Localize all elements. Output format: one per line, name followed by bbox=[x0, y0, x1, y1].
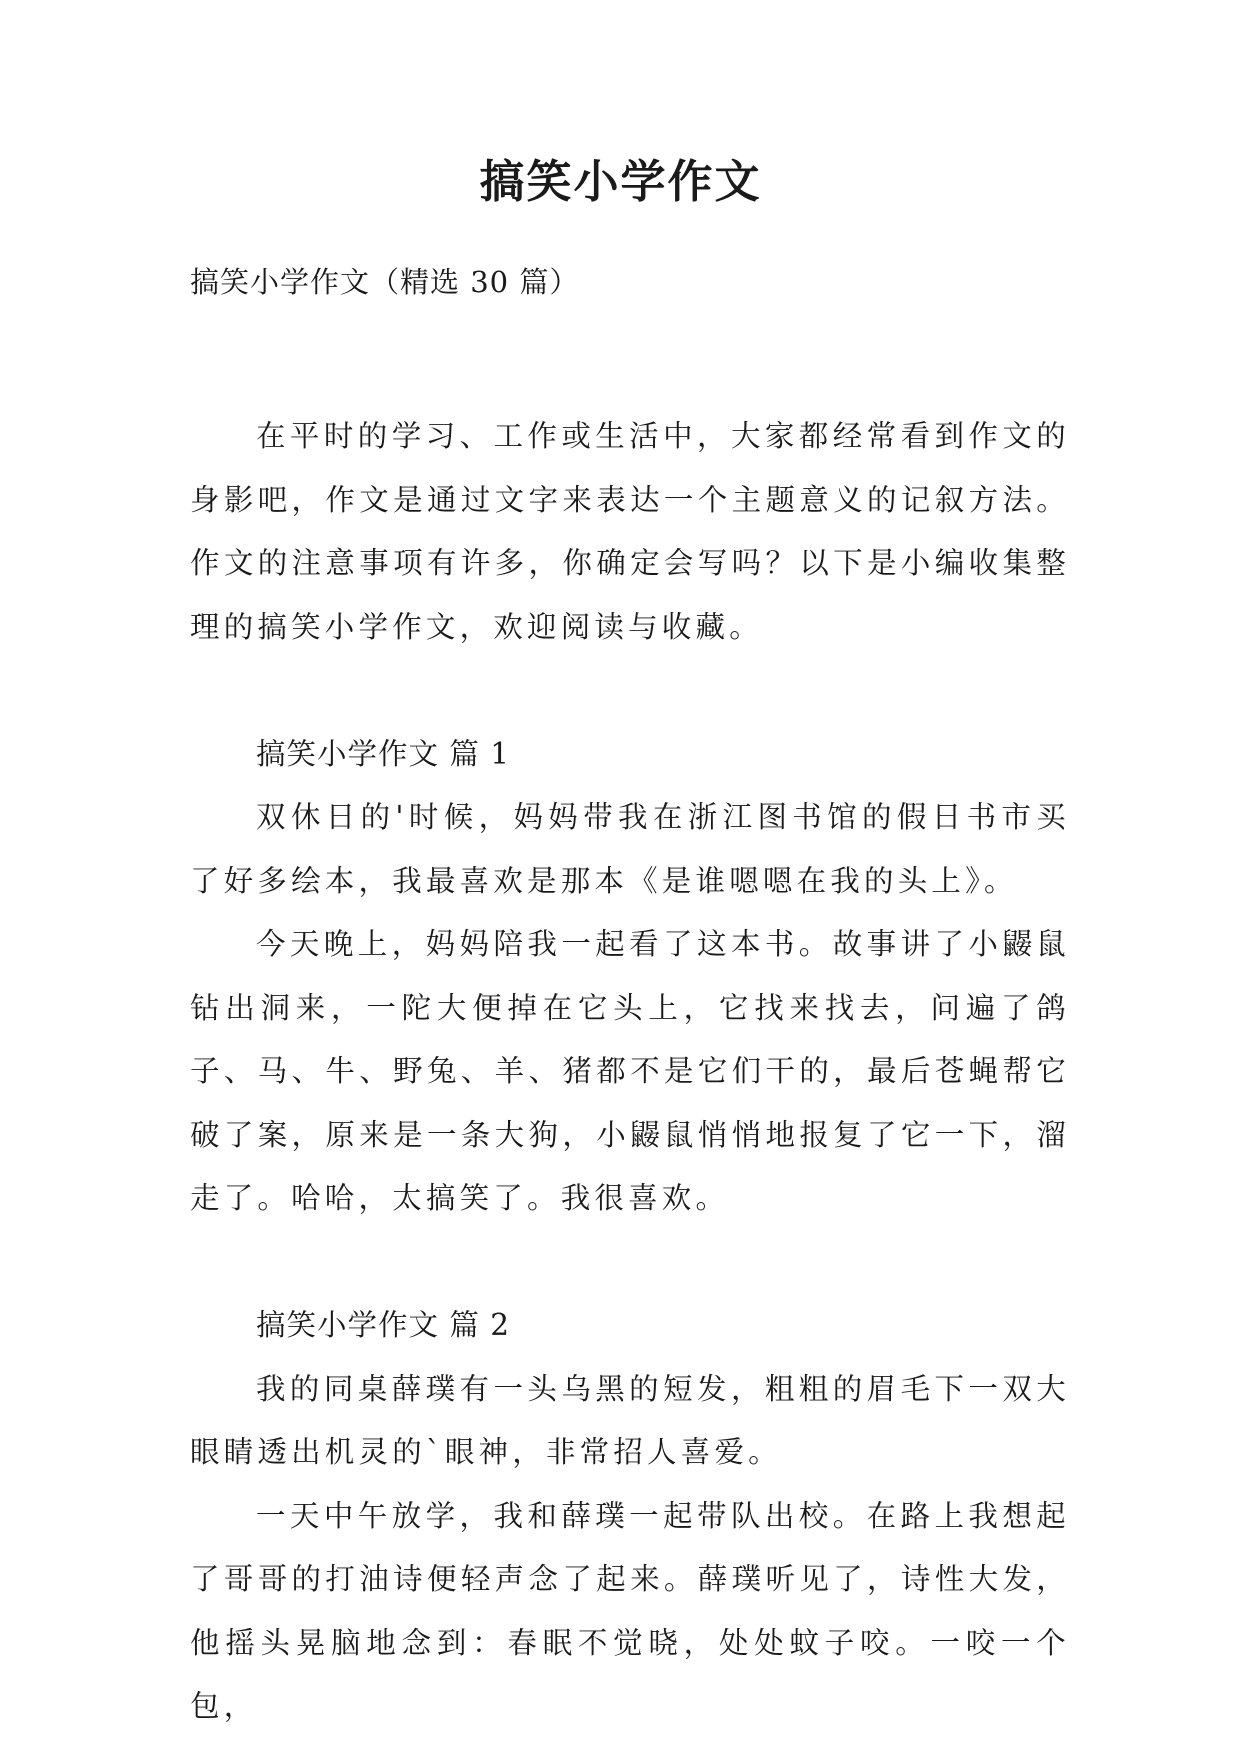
section-paragraph: 我的同桌薛璞有一头乌黑的短发，粗粗的眉毛下一双大眼睛透出机灵的`眼神，非常招人喜爱。 bbox=[190, 1371, 1070, 1469]
section-heading: 搞笑小学作文 篇 1 bbox=[256, 736, 511, 771]
spacer bbox=[190, 1231, 1070, 1295]
section-2 bbox=[190, 1294, 1070, 1739]
intro-paragraph: 在平时的学习、工作或生活中，大家都经常看到作文的身影吧，作文是通过文字来表达一个主题意义的记叙方法。作文的注意事项有许多，你确定会写吗？以下是小编收集整理的搞笑小学作文，欢迎阅读与收藏。 bbox=[190, 419, 1070, 644]
document-title: 搞笑小学作文 bbox=[479, 155, 762, 208]
section-paragraph: 双休日的'时候，妈妈带我在浙江图书馆的假日书市买了好多绘本，我最喜欢是那本《是谁嗯嗯在我的头上》。 bbox=[190, 800, 1070, 898]
document-subtitle: 搞笑小学作文（精选 30 篇） bbox=[190, 265, 580, 299]
spacer bbox=[190, 659, 1070, 723]
section-1 bbox=[190, 723, 1070, 1231]
section-paragraph: 今天晚上，妈妈陪我一起看了这本书。故事讲了小鼹鼠钻出洞来，一陀大便掉在它头上，它找来找去，问遍了鸽子、马、牛、野兔、羊、猪都不是它们干的，最后苍蝇帮它破了案，原来是一条大狗，小鼹鼠悄悄地报复了它一下，溜走了。哈哈，太搞笑了。我很喜欢。 bbox=[190, 927, 1070, 1215]
document-body bbox=[190, 405, 1070, 1739]
section-heading: 搞笑小学作文 篇 2 bbox=[256, 1308, 511, 1342]
section-paragraph: 一天中午放学，我和薛璞一起带队出校。在路上我想起了哥哥的打油诗便轻声念了起来。薛璞听见了，诗性大发，他摇头晃脑地念到：春眠不觉晓，处处蚊子咬。一咬一个包， bbox=[190, 1498, 1070, 1723]
